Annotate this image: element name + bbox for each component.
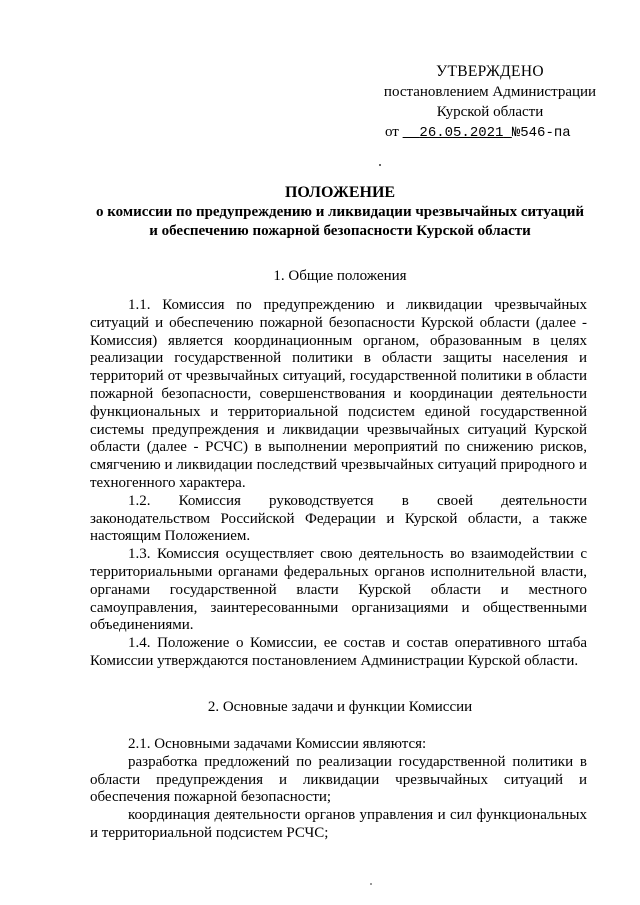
- list-item: разработка предложений по реализации государственной политики в области предупреждения и ликвидации чрезвычайных ситуаций и обеспечения пожарной безопасности;: [90, 753, 587, 806]
- scan-speck: [379, 164, 381, 166]
- document-title-block: [90, 183, 590, 241]
- approval-date-prefix: от: [385, 124, 399, 140]
- approval-heading: УТВЕРЖДЕНО: [436, 63, 544, 80]
- approval-line-1: постановлением Администрации: [383, 84, 597, 100]
- list-item: координация деятельности органов управления и сил функциональных и территориальной подсистем РСЧС;: [90, 807, 587, 841]
- section-2-heading: 2. Основные задачи и функции Комиссии: [207, 699, 473, 715]
- approval-date: 26.05.2021: [419, 125, 504, 141]
- approval-date-line: [380, 122, 600, 143]
- section-2-body: [90, 736, 587, 843]
- paragraph-1-1: 1.1. Комиссия по предупреждению и ликвидации чрезвычайных ситуаций и обеспечению пожарной безопасности Курской области (далее - Комиссия) является координационным органом, образованным в целях реализации государственной политики в области защиты населения и территорий от чрезвычайных ситуаций, государственной политики в области пожарной безопасности, совершенствования и координации деятельности функциональных и территориальной подсистем единой государственной системы предупреждения и ликвидации чрезвычайных ситуаций Курской области (далее - РСЧС) в выполнении мероприятий по снижению рисков, смягчению и ликвидации последствий чрезвычайных ситуаций природного и техногенного характера.: [90, 297, 587, 491]
- document-subtitle: о комиссии по предупреждению и ликвидации чрезвычайных ситуаций и обеспечению пожарной безопасности Курской области: [95, 204, 585, 239]
- scan-speck-bottom: [370, 883, 372, 885]
- paragraph-1-3: 1.3. Комиссия осуществляет свою деятельность во взаимодействии с территориальными органами федеральных органов исполнительной власти, органами государственной власти Курской области и местного самоуправления, заинтересованными организациями и общественными объединениями.: [90, 546, 587, 634]
- approval-stamp: [380, 62, 600, 143]
- approval-line-2: Курской области: [436, 104, 544, 120]
- paragraph-1-4: 1.4. Положение о Комиссии, ее состав и состав оперативного штаба Комиссии утверждаются постановлением Администрации Курской области.: [90, 635, 587, 669]
- paragraph-1-2: 1.2. Комиссия руководствуется в своей деятельности законодательством Российской Федерации и Курской области, а также настоящим Положением.: [90, 492, 587, 545]
- document-title: ПОЛОЖЕНИЕ: [284, 184, 396, 201]
- section-1-heading: 1. Общие положения: [273, 268, 407, 284]
- paragraph-2-1-intro: 2.1. Основными задачами Комиссии являются:: [128, 736, 427, 752]
- section-1-body: [90, 297, 587, 671]
- approval-number: №546-па: [511, 125, 571, 141]
